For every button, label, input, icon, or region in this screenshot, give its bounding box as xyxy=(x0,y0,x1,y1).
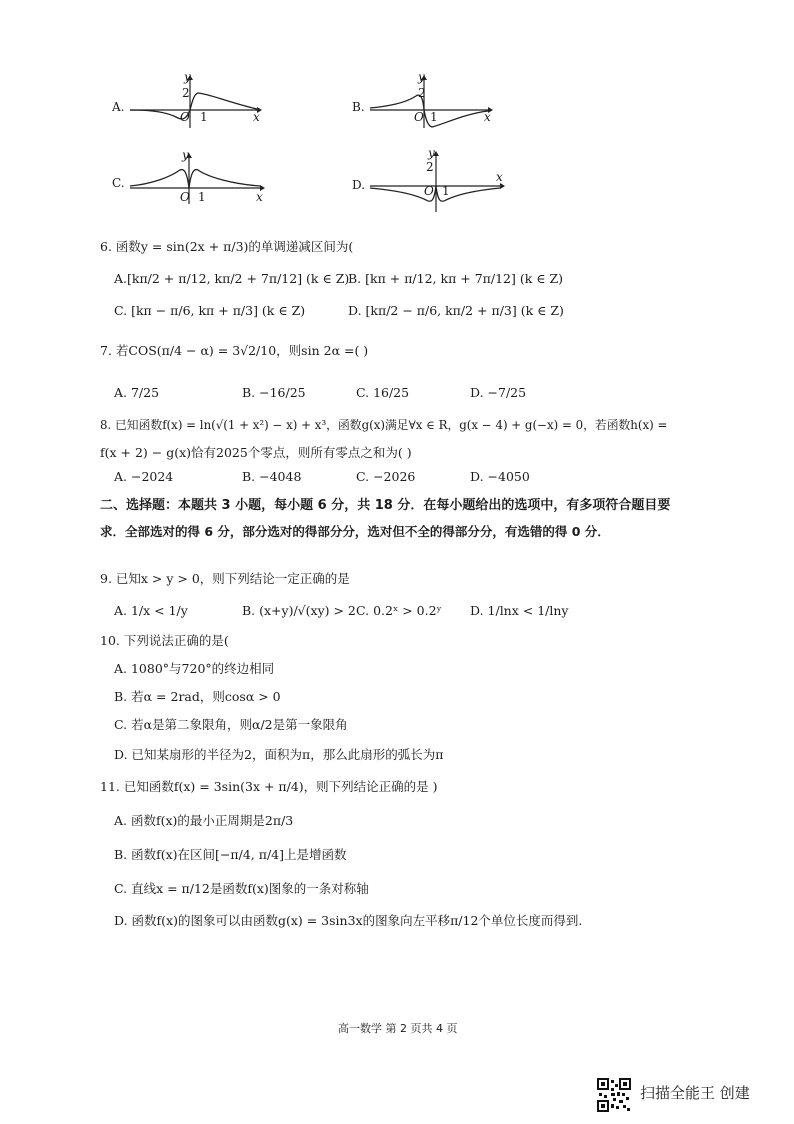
q8-option-b: B. −4048 xyxy=(242,469,302,484)
q9-option-c: C. 0.2ˣ > 0.2ʸ xyxy=(356,603,442,618)
graph-d-label: D. xyxy=(352,178,366,192)
qr-code-icon xyxy=(597,1078,631,1112)
q8-option-c: C. −2026 xyxy=(356,469,416,484)
graph-b-origin: O xyxy=(414,110,424,124)
q6-option-d: D. [kπ/2 − π/6, kπ/2 + π/3] (k ∈ Z) xyxy=(348,303,564,318)
q10-stem: 10. 下列说法正确的是( xyxy=(100,633,229,648)
section-2-heading-line1: 二、选择题：本题共 3 小题，每小题 6 分，共 18 分．在每小题给出的选项中，有多项符合题目要 xyxy=(100,498,671,513)
graph-b-plot xyxy=(352,72,502,132)
q11-option-c: C. 直线x = π/12是函数f(x)图象的一条对称轴 xyxy=(114,881,369,896)
section-2-heading-line2: 求．全部选对的得 6 分，部分选对的得部分分，选对但不全的得部分分，有选错的得 0 分． xyxy=(100,524,610,539)
graph-option-b xyxy=(352,72,502,132)
q7-option-c: C. 16/25 xyxy=(356,385,410,400)
q9-option-a: A. 1/x < 1/y xyxy=(114,603,188,618)
graph-d-tick-1: 1 xyxy=(442,184,450,198)
q8-stem-line1: 8. 已知函数f(x) = ln(√(1 + x²) − x) + x³，函数g(x)满足∀x ∈ R，g(x − 4) + g(−x) = 0，若函数h(x) = xyxy=(100,418,668,432)
q8-option-d: D. −4050 xyxy=(470,469,530,484)
scanner-brand-text: 扫描全能王 创建 xyxy=(640,1084,750,1102)
q6-option-c: C. [kπ − π/6, kπ + π/3] (k ∈ Z) xyxy=(114,303,306,318)
graph-a-x-label: x xyxy=(253,110,260,124)
graph-a-origin: O xyxy=(180,110,190,124)
q11-option-a: A. 函数f(x)的最小正周期是2π/3 xyxy=(114,813,294,828)
graph-c-label: C. xyxy=(112,176,125,190)
q9-stem: 9. 已知x > y > 0，则下列结论一定正确的是 xyxy=(100,571,350,586)
q10-option-c: C. 若α是第二象限角，则α/2是第一象限角 xyxy=(114,717,348,732)
q6-option-a: A.[kπ/2 + π/12, kπ/2 + 7π/12] (k ∈ Z) xyxy=(114,271,350,286)
q6-option-b: B. [kπ + π/12, kπ + 7π/12] (k ∈ Z) xyxy=(348,271,564,286)
q8-stem-line2: f(x + 2) − g(x)恰有2025个零点，则所有零点之和为( ) xyxy=(100,445,412,460)
q7-option-a: A. 7/25 xyxy=(114,385,160,400)
q7-stem: 7. 若COS(π/4 − α) = 3√2/10，则sin 2α =( ) xyxy=(100,343,369,358)
graph-option-a xyxy=(112,72,267,132)
graph-option-c xyxy=(112,150,272,206)
q10-option-a: A. 1080°与720°的终边相同 xyxy=(114,661,275,676)
q7-option-b: B. −16/25 xyxy=(242,385,306,400)
graph-c-x-label: x xyxy=(256,190,263,204)
graph-c-plot xyxy=(112,150,272,206)
graph-d-y-label: y xyxy=(428,146,435,160)
graph-b-label: B. xyxy=(352,100,365,114)
q8-option-a: A. −2024 xyxy=(114,469,174,484)
graph-b-tick-1: 1 xyxy=(430,110,438,124)
q11-option-d: D. 函数f(x)的图象可以由函数g(x) = 3sin3x的图象向左平移π/12个单位长度而得到. xyxy=(114,913,583,928)
q9-option-d: D. 1/lnx < 1/lny xyxy=(470,603,569,618)
q9-option-b: B. (x+y)/√(xy) > 2 xyxy=(242,603,356,618)
q11-stem: 11. 已知函数f(x) = 3sin(3x + π/4)，则下列结论正确的是 ) xyxy=(100,779,438,794)
page-number: 高一数学 第 2 页共 4 页 xyxy=(338,1022,458,1035)
graph-option-d xyxy=(352,148,512,214)
graph-b-y-label: y xyxy=(418,70,425,84)
q7-option-d: D. −7/25 xyxy=(470,385,527,400)
graph-d-x-label: x xyxy=(496,170,503,184)
graph-d-origin: O xyxy=(424,184,434,198)
graph-a-tick-1: 1 xyxy=(200,110,208,124)
graph-d-tick-2: 2 xyxy=(426,160,434,174)
graph-c-origin: O xyxy=(180,190,190,204)
graph-c-tick-1: 1 xyxy=(198,190,206,204)
graph-a-tick-2: 2 xyxy=(182,86,190,100)
q10-option-d: D. 已知某扇形的半径为2，面积为π，那么此扇形的弧长为π xyxy=(114,747,444,762)
graph-a-label: A. xyxy=(112,100,125,114)
graph-b-tick-2: 2 xyxy=(418,86,426,100)
q11-option-b: B. 函数f(x)在区间[−π/4, π/4]上是增函数 xyxy=(114,847,347,862)
graph-a-y-label: y xyxy=(184,70,191,84)
graph-b-x-label: x xyxy=(484,110,491,124)
q10-option-b: B. 若α = 2rad，则cosα > 0 xyxy=(114,689,281,704)
graph-c-y-label: y xyxy=(182,148,189,162)
q6-stem: 6. 函数y = sin(2x + π/3)的单调递减区间为( xyxy=(100,239,354,254)
